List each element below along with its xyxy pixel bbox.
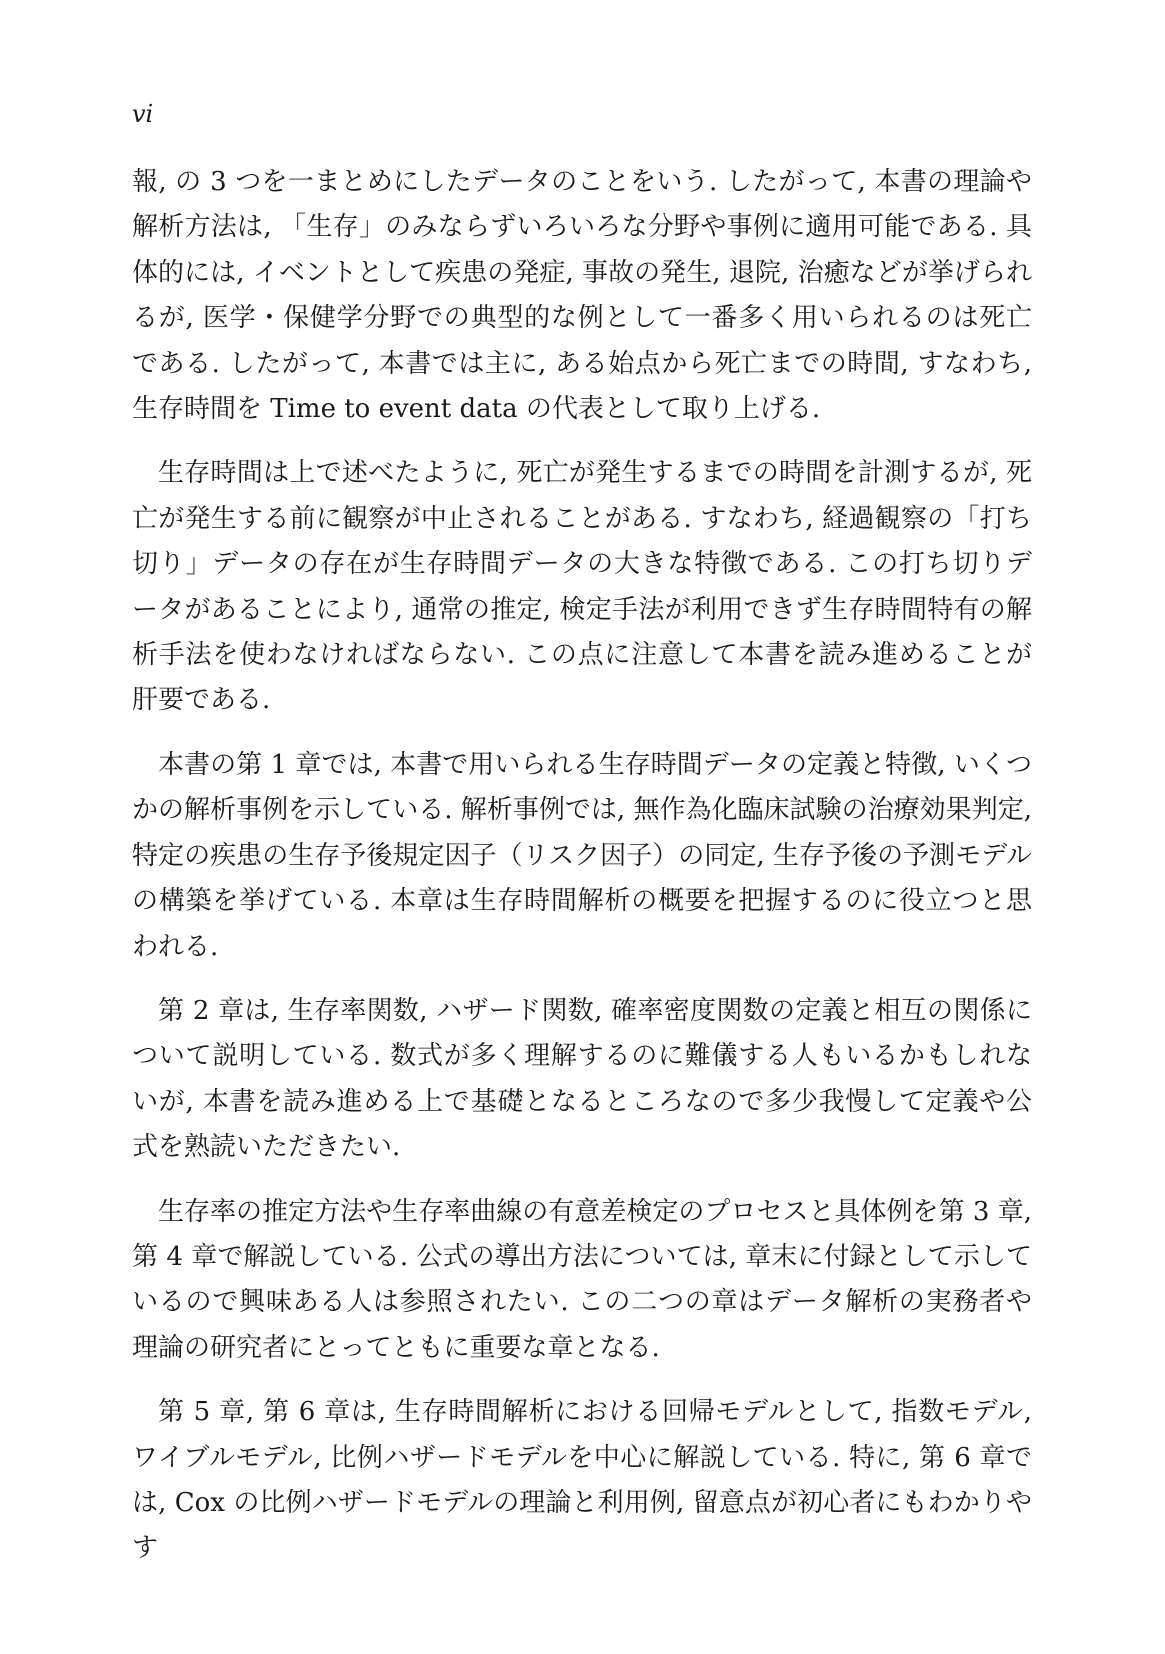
paragraph: 第 2 章は, 生存率関数, ハザード関数, 確率密度関数の定義と相互の関係について説明している. 数式が多く理解するのに難儀する人もいるかもしれないが, 本書を読み進める上で基礎となるところなので多少我慢して定義や公式を熟読いただきたい. (132, 995, 1032, 1163)
page-number: vi (132, 100, 154, 128)
paragraph: 生存時間は上で述べたように, 死亡が発生するまでの時間を計測するが, 死亡が発生する前に観察が中止されることがある. すなわち, 経過観察の「打ち切り」データの存在が生存時間データの大きな特徴である. この打ち切りデータがあることにより, 通常の推定, 検定手法が利用できず生存時間特有の解析手法を使わなければならない. この点に注意して本書を読み進めることが肝要である. (132, 458, 1032, 716)
paragraph: 生存率の推定方法や生存率曲線の有意差検定のプロセスと具体例を第 3 章, 第 4 章で解説している. 公式の導出方法については, 章末に付録として示しているので興味ある人は参照されたい. この二つの章はデータ解析の実務者や理論の研究者にとってともに重要な章となる. (132, 1196, 1032, 1363)
paragraph-continuation: 報, の 3 つを一まとめにしたデータのことをいう. したがって, 本書の理論や解析方法は, 「生存」のみならずいろいろな分野や事例に適用可能である. 具体的には, イベントとして疾患の発症, 事故の発生, 退院, 治癒などが挙げられるが, 医学・保健学分野での典型的な例として一番多く用いられるのは死亡である. したがって, 本書では主に, ある始点から死亡までの時間, すなわち, 生存時間を Time to event data の代表として取り上げる. (132, 167, 1032, 425)
paragraph: 第 5 章, 第 6 章は, 生存時間解析における回帰モデルとして, 指数モデル, ワイブルモデル, 比例ハザードモデルを中心に解説している. 特に, 第 6 章では, Cox の比例ハザードモデルの理論と利用例, 留意点が初心者にもわかりやす (132, 1397, 1032, 1564)
paragraph: 本書の第 1 章では, 本書で用いられる生存時間データの定義と特徴, いくつかの解析事例を示している. 解析事例では, 無作為化臨床試験の治療効果判定, 特定の疾患の生存予後規定因子（リスク因子）の同定, 生存予後の予測モデルの構築を挙げている. 本章は生存時間解析の概要を把握するのに役立つと思われる. (132, 749, 1032, 962)
body-text (132, 160, 1032, 1572)
